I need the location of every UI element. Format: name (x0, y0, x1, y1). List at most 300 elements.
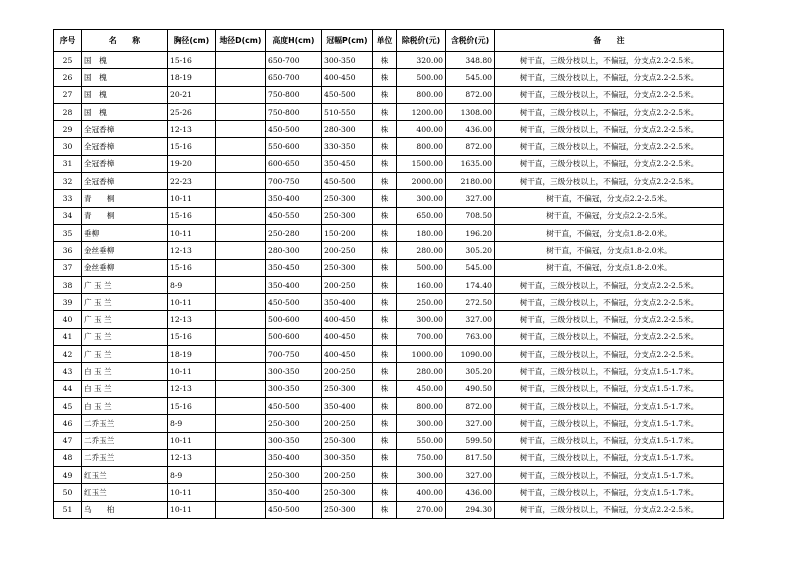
cell-dbh: 15-16 (168, 259, 216, 276)
cell-ground-diameter (216, 121, 266, 138)
cell-no: 33 (54, 190, 82, 207)
cell-price-ex-tax: 280.00 (397, 363, 446, 380)
table-row (54, 397, 724, 414)
cell-no: 43 (54, 363, 82, 380)
cell-crown: 280-300 (322, 121, 373, 138)
cell-no: 46 (54, 415, 82, 432)
cell-price-ex-tax: 160.00 (397, 276, 446, 293)
cell-crown: 300-350 (322, 52, 373, 69)
cell-price-inc-tax: 327.00 (446, 190, 495, 207)
cell-no: 32 (54, 173, 82, 190)
cell-unit: 株 (373, 138, 397, 155)
cell-crown: 400-450 (322, 69, 373, 86)
cell-price-inc-tax: 1308.00 (446, 103, 495, 120)
cell-no: 49 (54, 467, 82, 484)
cell-price-ex-tax: 280.00 (397, 242, 446, 259)
cell-ground-diameter (216, 346, 266, 363)
cell-price-inc-tax: 872.00 (446, 86, 495, 103)
cell-crown: 450-500 (322, 173, 373, 190)
cell-name: 广 玉 兰 (82, 328, 168, 345)
cell-no: 27 (54, 86, 82, 103)
cell-height: 450-500 (266, 294, 322, 311)
cell-crown: 400-450 (322, 328, 373, 345)
cell-height: 700-750 (266, 173, 322, 190)
cell-crown: 450-500 (322, 86, 373, 103)
cell-dbh: 12-13 (168, 121, 216, 138)
cell-ground-diameter (216, 467, 266, 484)
cell-crown: 250-300 (322, 190, 373, 207)
cell-unit: 株 (373, 69, 397, 86)
cell-ground-diameter (216, 294, 266, 311)
cell-dbh: 10-11 (168, 224, 216, 241)
table-body (54, 52, 724, 519)
cell-price-ex-tax: 250.00 (397, 294, 446, 311)
cell-crown: 200-250 (322, 415, 373, 432)
cell-height: 650-700 (266, 52, 322, 69)
cell-no: 34 (54, 207, 82, 224)
cell-ground-diameter (216, 328, 266, 345)
cell-ground-diameter (216, 501, 266, 518)
cell-unit: 株 (373, 501, 397, 518)
cell-name: 二乔玉兰 (82, 432, 168, 449)
table-row (54, 346, 724, 363)
cell-remarks: 树干直，三级分枝以上，不偏冠，分支点2.2-2.5米。 (495, 86, 724, 103)
cell-unit: 株 (373, 397, 397, 414)
cell-remarks: 树干直，三级分枝以上，不偏冠，分支点2.2-2.5米。 (495, 294, 724, 311)
cell-remarks: 树干直，三级分枝以上，不偏冠，分支点2.2-2.5米。 (495, 121, 724, 138)
cell-crown: 250-300 (322, 501, 373, 518)
cell-height: 250-300 (266, 415, 322, 432)
cell-dbh: 12-13 (168, 311, 216, 328)
cell-price-ex-tax: 2000.00 (397, 173, 446, 190)
cell-price-ex-tax: 800.00 (397, 138, 446, 155)
cell-name: 全冠香樟 (82, 155, 168, 172)
cell-remarks: 树干直，三级分枝以上，不偏冠，分支点1.5-1.7米。 (495, 415, 724, 432)
cell-ground-diameter (216, 190, 266, 207)
cell-no: 48 (54, 449, 82, 466)
cell-name: 国 槐 (82, 52, 168, 69)
cell-price-inc-tax: 436.00 (446, 484, 495, 501)
cell-no: 40 (54, 311, 82, 328)
cell-price-inc-tax: 1635.00 (446, 155, 495, 172)
cell-height: 450-500 (266, 397, 322, 414)
table-row (54, 155, 724, 172)
cell-ground-diameter (216, 138, 266, 155)
cell-height: 250-280 (266, 224, 322, 241)
cell-ground-diameter (216, 69, 266, 86)
cell-remarks: 树干直，三级分枝以上，不偏冠，分支点1.5-1.7米。 (495, 467, 724, 484)
cell-unit: 株 (373, 276, 397, 293)
cell-price-ex-tax: 300.00 (397, 190, 446, 207)
cell-name: 乌 桕 (82, 501, 168, 518)
cell-height: 450-500 (266, 121, 322, 138)
cell-ground-diameter (216, 484, 266, 501)
cell-no: 39 (54, 294, 82, 311)
cell-price-ex-tax: 1500.00 (397, 155, 446, 172)
table-row (54, 121, 724, 138)
cell-price-ex-tax: 500.00 (397, 259, 446, 276)
cell-price-ex-tax: 1000.00 (397, 346, 446, 363)
cell-name: 二乔玉兰 (82, 415, 168, 432)
table-row (54, 138, 724, 155)
cell-crown: 200-250 (322, 242, 373, 259)
cell-no: 28 (54, 103, 82, 120)
cell-price-inc-tax: 872.00 (446, 397, 495, 414)
cell-dbh: 8-9 (168, 467, 216, 484)
cell-price-ex-tax: 550.00 (397, 432, 446, 449)
cell-crown: 250-300 (322, 432, 373, 449)
cell-price-inc-tax: 2180.00 (446, 173, 495, 190)
table-row (54, 259, 724, 276)
table-row (54, 328, 724, 345)
header-crown: 冠幅P(cm) (322, 30, 373, 52)
header-ground-diameter: 地径D(cm) (216, 30, 266, 52)
cell-unit: 株 (373, 103, 397, 120)
cell-price-ex-tax: 700.00 (397, 328, 446, 345)
header-price-ex-tax: 除税价(元) (397, 30, 446, 52)
cell-unit: 株 (373, 449, 397, 466)
cell-price-ex-tax: 400.00 (397, 484, 446, 501)
cell-ground-diameter (216, 103, 266, 120)
cell-name: 广 玉 兰 (82, 311, 168, 328)
cell-unit: 株 (373, 467, 397, 484)
cell-no: 25 (54, 52, 82, 69)
cell-unit: 株 (373, 259, 397, 276)
cell-remarks: 树干直，不偏冠，分支点2.2-2.5米。 (495, 190, 724, 207)
cell-dbh: 10-11 (168, 190, 216, 207)
cell-price-ex-tax: 500.00 (397, 69, 446, 86)
cell-dbh: 19-20 (168, 155, 216, 172)
cell-name: 广 玉 兰 (82, 276, 168, 293)
table-row (54, 363, 724, 380)
cell-price-inc-tax: 305.20 (446, 363, 495, 380)
cell-crown: 400-450 (322, 346, 373, 363)
cell-remarks: 树干直，不偏冠，分支点1.8-2.0米。 (495, 224, 724, 241)
cell-ground-diameter (216, 432, 266, 449)
table-row (54, 501, 724, 518)
table-row (54, 224, 724, 241)
cell-height: 550-600 (266, 138, 322, 155)
table-row (54, 467, 724, 484)
cell-crown: 350-450 (322, 155, 373, 172)
cell-no: 35 (54, 224, 82, 241)
table-row (54, 242, 724, 259)
cell-price-inc-tax: 763.00 (446, 328, 495, 345)
cell-no: 51 (54, 501, 82, 518)
cell-unit: 株 (373, 432, 397, 449)
cell-ground-diameter (216, 397, 266, 414)
cell-name: 金丝垂柳 (82, 242, 168, 259)
cell-unit: 株 (373, 190, 397, 207)
cell-unit: 株 (373, 328, 397, 345)
cell-no: 31 (54, 155, 82, 172)
cell-unit: 株 (373, 363, 397, 380)
cell-height: 350-400 (266, 276, 322, 293)
cell-remarks: 树干直，三级分枝以上，不偏冠，分支点1.5-1.7米。 (495, 449, 724, 466)
cell-no: 37 (54, 259, 82, 276)
cell-height: 500-600 (266, 311, 322, 328)
cell-price-inc-tax: 294.30 (446, 501, 495, 518)
cell-unit: 株 (373, 346, 397, 363)
cell-ground-diameter (216, 449, 266, 466)
cell-height: 500-600 (266, 328, 322, 345)
cell-price-inc-tax: 272.50 (446, 294, 495, 311)
cell-price-inc-tax: 1090.00 (446, 346, 495, 363)
cell-name: 金丝垂柳 (82, 259, 168, 276)
cell-name: 白 玉 兰 (82, 380, 168, 397)
cell-height: 350-400 (266, 484, 322, 501)
cell-name: 全冠香樟 (82, 173, 168, 190)
cell-dbh: 10-11 (168, 363, 216, 380)
cell-unit: 株 (373, 242, 397, 259)
cell-ground-diameter (216, 363, 266, 380)
cell-remarks: 树干直，三级分枝以上，不偏冠，分支点2.2-2.5米。 (495, 328, 724, 345)
cell-remarks: 树干直，三级分枝以上，不偏冠，分支点2.2-2.5米。 (495, 173, 724, 190)
cell-remarks: 树干直，三级分枝以上，不偏冠，分支点1.5-1.7米。 (495, 363, 724, 380)
cell-dbh: 10-11 (168, 294, 216, 311)
cell-remarks: 树干直，三级分枝以上，不偏冠，分支点2.2-2.5米。 (495, 311, 724, 328)
cell-price-ex-tax: 180.00 (397, 224, 446, 241)
cell-no: 36 (54, 242, 82, 259)
cell-dbh: 8-9 (168, 415, 216, 432)
cell-crown: 510-550 (322, 103, 373, 120)
cell-remarks: 树干直，不偏冠，分支点1.8-2.0米。 (495, 242, 724, 259)
header-row (54, 30, 724, 52)
cell-ground-diameter (216, 311, 266, 328)
cell-ground-diameter (216, 380, 266, 397)
cell-name: 全冠香樟 (82, 138, 168, 155)
cell-height: 450-500 (266, 501, 322, 518)
cell-name: 广 玉 兰 (82, 294, 168, 311)
cell-crown: 350-400 (322, 294, 373, 311)
cell-height: 250-300 (266, 467, 322, 484)
cell-unit: 株 (373, 207, 397, 224)
cell-crown: 250-300 (322, 484, 373, 501)
cell-crown: 300-350 (322, 449, 373, 466)
cell-name: 白 玉 兰 (82, 397, 168, 414)
cell-price-inc-tax: 327.00 (446, 467, 495, 484)
cell-height: 600-650 (266, 155, 322, 172)
header-name: 名 称 (82, 30, 168, 52)
cell-name: 红玉兰 (82, 484, 168, 501)
cell-remarks: 树干直，三级分枝以上，不偏冠，分支点2.2-2.5米。 (495, 103, 724, 120)
cell-no: 44 (54, 380, 82, 397)
price-table (53, 29, 724, 519)
cell-height: 350-450 (266, 259, 322, 276)
cell-ground-diameter (216, 224, 266, 241)
cell-height: 350-400 (266, 449, 322, 466)
cell-price-inc-tax: 436.00 (446, 121, 495, 138)
cell-remarks: 树干直，三级分枝以上，不偏冠，分支点1.5-1.7米。 (495, 397, 724, 414)
cell-price-ex-tax: 300.00 (397, 415, 446, 432)
cell-no: 42 (54, 346, 82, 363)
cell-price-ex-tax: 320.00 (397, 52, 446, 69)
cell-no: 38 (54, 276, 82, 293)
cell-remarks: 树干直，三级分枝以上，不偏冠，分支点2.2-2.5米。 (495, 52, 724, 69)
cell-price-inc-tax: 327.00 (446, 415, 495, 432)
cell-name: 国 槐 (82, 69, 168, 86)
cell-price-ex-tax: 800.00 (397, 397, 446, 414)
cell-unit: 株 (373, 484, 397, 501)
cell-name: 二乔玉兰 (82, 449, 168, 466)
cell-remarks: 树干直，不偏冠，分支点1.8-2.0米。 (495, 259, 724, 276)
cell-no: 41 (54, 328, 82, 345)
cell-name: 全冠香樟 (82, 121, 168, 138)
cell-dbh: 15-16 (168, 138, 216, 155)
table-row (54, 86, 724, 103)
cell-ground-diameter (216, 86, 266, 103)
cell-remarks: 树干直，三级分枝以上，不偏冠，分支点2.2-2.5米。 (495, 276, 724, 293)
cell-no: 47 (54, 432, 82, 449)
cell-price-inc-tax: 599.50 (446, 432, 495, 449)
cell-crown: 330-350 (322, 138, 373, 155)
cell-name: 青 桐 (82, 190, 168, 207)
cell-remarks: 树干直，三级分枝以上，不偏冠，分支点1.5-1.7米。 (495, 380, 724, 397)
header-remarks: 备 注 (495, 30, 724, 52)
cell-dbh: 10-11 (168, 484, 216, 501)
cell-remarks: 树干直，不偏冠，分支点2.2-2.5米。 (495, 207, 724, 224)
cell-remarks: 树干直，三级分枝以上，不偏冠，分支点1.5-1.7米。 (495, 484, 724, 501)
cell-price-ex-tax: 450.00 (397, 380, 446, 397)
cell-height: 300-350 (266, 432, 322, 449)
cell-name: 红玉兰 (82, 467, 168, 484)
cell-ground-diameter (216, 52, 266, 69)
cell-remarks: 树干直，三级分枝以上，不偏冠，分支点2.2-2.5米。 (495, 138, 724, 155)
cell-ground-diameter (216, 207, 266, 224)
cell-price-inc-tax: 817.50 (446, 449, 495, 466)
cell-ground-diameter (216, 276, 266, 293)
cell-no: 45 (54, 397, 82, 414)
cell-remarks: 树干直，三级分枝以上，不偏冠，分支点2.2-2.5米。 (495, 69, 724, 86)
cell-height: 300-350 (266, 380, 322, 397)
cell-price-inc-tax: 305.20 (446, 242, 495, 259)
cell-unit: 株 (373, 86, 397, 103)
cell-unit: 株 (373, 121, 397, 138)
cell-height: 350-400 (266, 190, 322, 207)
cell-height: 450-550 (266, 207, 322, 224)
cell-crown: 200-250 (322, 276, 373, 293)
cell-height: 700-750 (266, 346, 322, 363)
table-row (54, 380, 724, 397)
cell-no: 29 (54, 121, 82, 138)
cell-dbh: 12-13 (168, 449, 216, 466)
cell-unit: 株 (373, 52, 397, 69)
table-row (54, 311, 724, 328)
cell-unit: 株 (373, 380, 397, 397)
header-height: 高度H(cm) (266, 30, 322, 52)
cell-name: 国 槐 (82, 86, 168, 103)
cell-height: 300-350 (266, 363, 322, 380)
table-row (54, 276, 724, 293)
table-row (54, 432, 724, 449)
cell-remarks: 树干直，三级分枝以上，不偏冠，分支点2.2-2.5米。 (495, 501, 724, 518)
cell-dbh: 10-11 (168, 501, 216, 518)
cell-price-ex-tax: 1200.00 (397, 103, 446, 120)
cell-unit: 株 (373, 415, 397, 432)
header-price-inc-tax: 含税价(元) (446, 30, 495, 52)
table-row (54, 190, 724, 207)
cell-dbh: 12-13 (168, 380, 216, 397)
cell-remarks: 树干直，三级分枝以上，不偏冠，分支点1.5-1.7米。 (495, 432, 724, 449)
cell-ground-diameter (216, 155, 266, 172)
cell-unit: 株 (373, 224, 397, 241)
cell-name: 广 玉 兰 (82, 346, 168, 363)
cell-name: 白 玉 兰 (82, 363, 168, 380)
cell-height: 280-300 (266, 242, 322, 259)
cell-crown: 250-300 (322, 380, 373, 397)
cell-remarks: 树干直，三级分枝以上，不偏冠，分支点2.2-2.5米。 (495, 346, 724, 363)
cell-price-inc-tax: 327.00 (446, 311, 495, 328)
table-row (54, 173, 724, 190)
cell-dbh: 18-19 (168, 69, 216, 86)
cell-unit: 株 (373, 173, 397, 190)
cell-price-inc-tax: 490.50 (446, 380, 495, 397)
cell-name: 国 槐 (82, 103, 168, 120)
cell-dbh: 15-16 (168, 397, 216, 414)
cell-no: 26 (54, 69, 82, 86)
cell-dbh: 15-16 (168, 52, 216, 69)
cell-height: 750-800 (266, 86, 322, 103)
cell-crown: 200-250 (322, 467, 373, 484)
cell-dbh: 20-21 (168, 86, 216, 103)
cell-dbh: 18-19 (168, 346, 216, 363)
table-row (54, 69, 724, 86)
cell-crown: 400-450 (322, 311, 373, 328)
cell-crown: 250-300 (322, 259, 373, 276)
cell-price-inc-tax: 348.80 (446, 52, 495, 69)
cell-price-inc-tax: 708.50 (446, 207, 495, 224)
header-dbh: 胸径(cm) (168, 30, 216, 52)
cell-price-ex-tax: 300.00 (397, 311, 446, 328)
cell-dbh: 12-13 (168, 242, 216, 259)
cell-price-ex-tax: 400.00 (397, 121, 446, 138)
cell-no: 30 (54, 138, 82, 155)
cell-ground-diameter (216, 173, 266, 190)
table-row (54, 415, 724, 432)
cell-ground-diameter (216, 415, 266, 432)
header-no: 序号 (54, 30, 82, 52)
cell-ground-diameter (216, 259, 266, 276)
table-row (54, 207, 724, 224)
cell-price-ex-tax: 270.00 (397, 501, 446, 518)
cell-price-inc-tax: 545.00 (446, 69, 495, 86)
cell-unit: 株 (373, 311, 397, 328)
cell-height: 750-800 (266, 103, 322, 120)
cell-crown: 200-250 (322, 363, 373, 380)
table-row (54, 52, 724, 69)
table-row (54, 103, 724, 120)
cell-unit: 株 (373, 155, 397, 172)
cell-height: 650-700 (266, 69, 322, 86)
cell-dbh: 22-23 (168, 173, 216, 190)
cell-unit: 株 (373, 294, 397, 311)
cell-price-inc-tax: 196.20 (446, 224, 495, 241)
cell-price-ex-tax: 750.00 (397, 449, 446, 466)
cell-price-ex-tax: 800.00 (397, 86, 446, 103)
table-row (54, 484, 724, 501)
cell-crown: 350-400 (322, 397, 373, 414)
table-row (54, 294, 724, 311)
header-unit: 单位 (373, 30, 397, 52)
cell-dbh: 25-26 (168, 103, 216, 120)
cell-price-ex-tax: 300.00 (397, 467, 446, 484)
cell-crown: 250-300 (322, 207, 373, 224)
cell-remarks: 树干直，三级分枝以上，不偏冠，分支点2.2-2.5米。 (495, 155, 724, 172)
cell-price-inc-tax: 872.00 (446, 138, 495, 155)
cell-dbh: 15-16 (168, 207, 216, 224)
cell-name: 青 桐 (82, 207, 168, 224)
cell-no: 50 (54, 484, 82, 501)
